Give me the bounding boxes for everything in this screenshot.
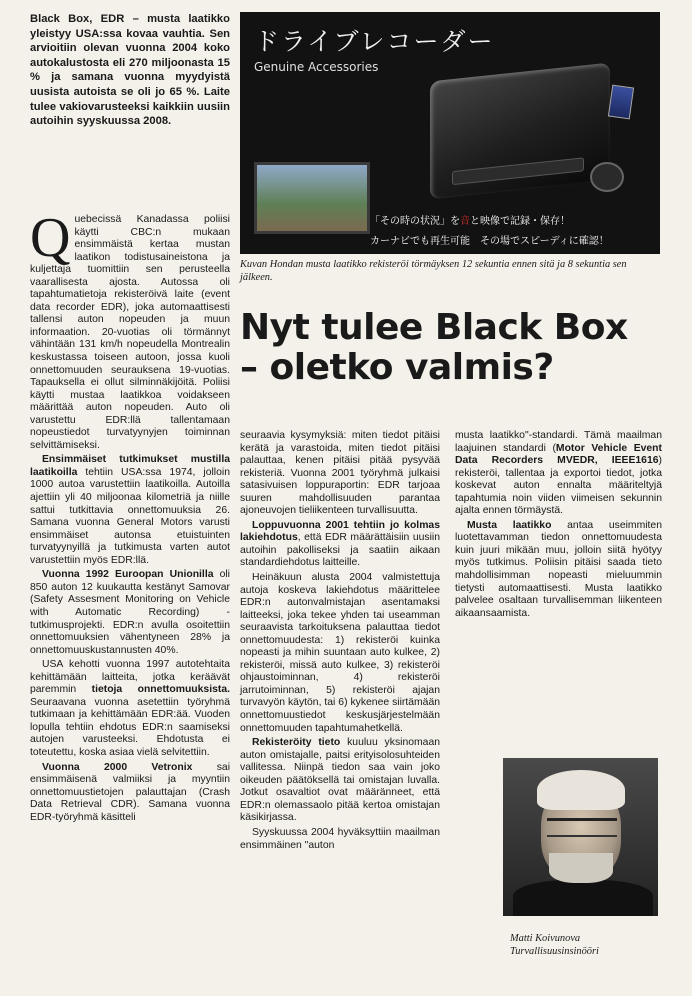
paragraph: Quebecissä Kanadassa poliisi käytti CBC:n mukaan ensimmäistä kertaa mustan laatikon todistusaineistona ja kuljettaja tuomittiin sen perusteella vaarallisesta ajosta. Autossa oli tapahtumatietoja rekisteröivä laite (event data recorder EDR), joka automaattisesti tallensi auton nopeuden ja muun informaation. 20-vuotias oli törmännyt vähintään 131 km/h nopeudella Montrealin keskustassa toiseen autoon, jossa kuoli onnettomuuden seurauksena 19-vuotias. Tapauksella ei ollut silminnäkijöitä. Poliisi käytti mustaa laatikkoa voidakseen määrittää auton nopeuden. Auto oli varustettu EDR:llä tallentamaan nopeustiedot turvatyynyjen toiminnan selvittämiseksi. bbox=[30, 207, 230, 451]
paragraph: Vuonna 1992 Euroopan Unionilla oli 850 auton 12 kuukautta kestänyt Samovar (Safety Assesment Monitoring on Vehicle with Automatic Recording) -tutkimusprojekti. EDR:n avulla osoitettiin onnettomuuksien vähentyneen 28% ja onnettomuuskustannusten 40%. bbox=[30, 569, 230, 656]
paragraph: Musta laatikko antaa useimmiten luotettavamman tiedon onnettomuudesta kuin juuri mikään muu, jolloin siitä hyötyy myös tutkimus. Poliisin pitäisi saada tieto mahdollisimman nopeasti mieluummin tietysti automaattisesti. Musta laatikko palvelee osaltaan turvallisemman liikenteen aikaansaamista. bbox=[455, 519, 662, 619]
paragraph: musta laatikko"-standardi. Tämä maailman laajuinen standardi (Motor Vehicle Event Data Recorders MVEDR, IEEE1616) rekisteröi, tallentaa ja exportoi tiedot, jotka koskevat auton ennalta määriteltyjä tapahtumia noin viiden viimeisen sekunnin ajalta ennen törmäystä. bbox=[455, 430, 662, 517]
photo-caption: Kuvan Hondan musta laatikko rekisteröi törmäyksen 12 sekuntia ennen sitä ja 8 sekuntia sen jälkeen. bbox=[240, 259, 627, 284]
drop-cap: Q bbox=[30, 207, 71, 269]
headline-line-2: – oletko valmis? bbox=[240, 347, 554, 388]
article-column-3 bbox=[455, 430, 662, 622]
photo-feature-1: 「その時の状況」を音と映像で記録・保存！ bbox=[370, 216, 570, 227]
paragraph: Heinäkuun alusta 2004 valmistettuja autoja koskeva lakiehdotus määrittelee EDR:n autonvalmistajan asentamaksi laitteeksi, joka tekee yhden tai useamman seuraavista tarkoituksena palauttaa tiedot onnettomuudesta: 1) rekisteröi kuinka nopeasti ja mihin suuntaan auto kulkee, 2) rekisteröi, missä auto kulkee, 3) rekisteröi ohjaustoiminnan, 4) rekisteröi jarrutoiminnan, 5) rekisteröi ajajan turvavyön käytön, tai 6) kykenee siirtämään onnettomuustiedot keskusjärjestelmään onnettomuuden tapahtumahetkellä. bbox=[240, 572, 440, 734]
paragraph: Rekisteröity tieto kuuluu yksinomaan auton omistajalle, paitsi erityisolosuhteiden vallitessa. Niinpä tiedon saa vain joko oikeuden päätöksellä tai omistajan luvalla. Jotkut osavaltiot ovat määränneet, että EDR:n olemassaolo pitää kertoa omistajan käsikirjassa. bbox=[240, 737, 440, 824]
paragraph: seuraavia kysymyksiä: miten tiedot pitäisi kerätä ja varastoida, miten tiedot pitäisi palauttaa, kenen pitäisi pitää pysyvää rekisteriä. Vuonna 2001 työryhmä julkaisi satasivuisen loppuraportin: EDR tarjoaa suuren mahdollisuuden parantaa ajoneuvojen tieliikenteen turvallisuutta. bbox=[240, 430, 440, 517]
sd-card bbox=[608, 85, 634, 120]
paragraph: Vuonna 2000 Vetronix sai ensimmäisenä valmiiksi ja myyntiin onnettomuustietojen palauttajan (Crash Data Retrieval CDR). Samana vuonna EDR-työryhmä käsitteli bbox=[30, 761, 230, 823]
article-column-2 bbox=[240, 430, 440, 854]
product-photo bbox=[240, 12, 660, 254]
headline-line-1: Nyt tulee Black Box bbox=[240, 307, 628, 348]
author-portrait bbox=[503, 758, 658, 916]
lead-paragraph: Black Box, EDR – musta laatikko yleistyy USA:ssa kovaa vauhtia. Sen arvioitiin olevan vuonna 2004 koko autokalustosta eli 270 miljoonasta 15 % ja samana vuonna myydyistä uusista autoista se oli jo 65 %. Laite tulee vakiovarusteeksi kaikkiin uusiin autoihin syyskuussa 2008. bbox=[30, 13, 230, 128]
paragraph: Loppuvuonna 2001 tehtiin jo kolmas lakiehdotus, että EDR määrättäisiin uusiin autoihin pakolliseksi ja saatiin aikaan standardiehdotus laitteille. bbox=[240, 519, 440, 569]
photo-feature-2: カーナビでも再生可能 その場でスピーディに確認！ bbox=[370, 236, 609, 247]
camera-unit bbox=[590, 162, 624, 192]
headline bbox=[240, 308, 670, 388]
navigation-screen bbox=[254, 162, 370, 234]
photo-subtitle: Genuine Accessories bbox=[254, 60, 379, 74]
paragraph: USA kehotti vuonna 1997 autotehtaita kehittämään laitteita, jotka keräävät paremmin tietoja onnettomuuksista. Seuraavana vuonna asetettiin työryhmä tutkimaan ja kehittämään EDR:ää. Vuoden lopulla tehtiin ehdotus EDR:n saamiseksi autojen varusteeksi. Ehdotusta ei toteutettu, koska asiaa vielä selvitettiin. bbox=[30, 659, 230, 758]
dashcam-device bbox=[430, 63, 610, 200]
paragraph: Syyskuussa 2004 hyväksyttiin maailman ensimmäinen "auton bbox=[240, 826, 440, 851]
portrait-glasses bbox=[547, 818, 617, 837]
portrait-caption bbox=[510, 932, 660, 958]
portrait-name: Matti Koivunova bbox=[510, 933, 581, 944]
portrait-title: Turvallisuusinsinööri bbox=[510, 946, 599, 957]
portrait-beard bbox=[549, 853, 613, 883]
portrait-hair bbox=[537, 770, 625, 810]
photo-japanese-title: ドライブレコーダー bbox=[254, 27, 495, 56]
portrait-shirt bbox=[513, 880, 653, 916]
article-column-1 bbox=[30, 207, 230, 826]
paragraph: Ensimmäiset tutkimukset mustilla laatikoilla tehtiin USA:ssa 1974, jolloin 1000 autoa varustettiin laatikoilla. Autoilla ajettiin yli 40 miljoonaa kilometriä ja niille sattui tutkittavia onnettomuuksia 26. Samana vuonna General Motors varusti ensimmäiset autonsa etuistuinten turvatyynyillä ja tutkimusta varten autot varustettiin myös EDR:llä. bbox=[30, 454, 230, 566]
